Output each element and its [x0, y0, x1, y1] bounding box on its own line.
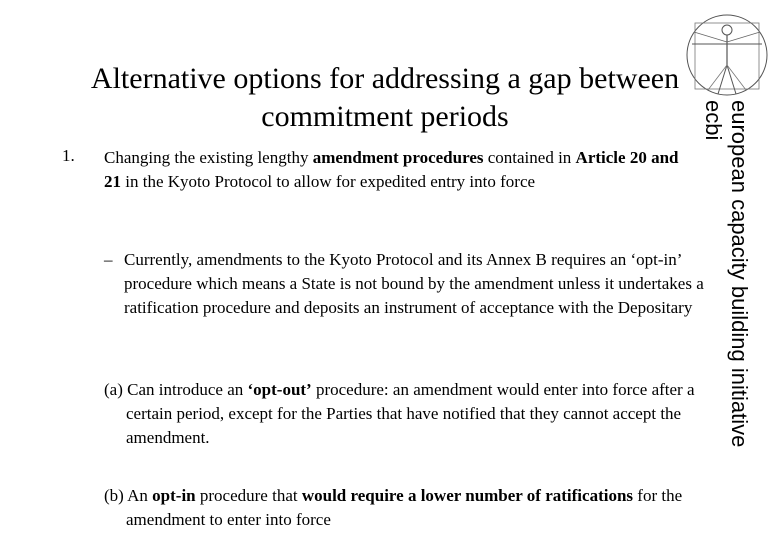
option-b-part-b: procedure that	[195, 486, 302, 505]
option-a	[104, 378, 704, 450]
point-number: 1.	[62, 146, 75, 165]
option-b-part-a: (b) An	[104, 486, 153, 505]
option-b-bold-b: would require a lower number of ratifications	[301, 486, 634, 505]
option-a-part-a: (a) Can introduce an	[104, 380, 248, 399]
option-b-part-c: for the amendment to enter into force	[126, 486, 683, 529]
point-1-part-b: contained in	[483, 148, 576, 167]
sidebar-line-2: european capacity building initiative	[727, 100, 752, 448]
option-b-para	[104, 484, 704, 532]
slide-title: Alternative options for addressing a gap between commitment periods	[90, 62, 680, 133]
sub-point-dash: –	[104, 250, 113, 269]
point-1-text	[104, 146, 694, 194]
sidebar	[694, 100, 754, 520]
sub-point-text: Currently, amendments to the Kyoto Protocol and its Annex B requires an ‘opt-in’ procedure which means a State is not bound by the amendment unless it undertakes a ratification procedure and deposits an instrument of acceptance with the Depositary	[124, 250, 704, 317]
point-1-bold-b: Article 20 and 21	[104, 148, 679, 191]
option-b-bold-a: opt-in	[152, 486, 196, 505]
sidebar-line-1: ecbi	[701, 100, 726, 141]
point-1-part-c: in the Kyoto Protocol to allow for expedited entry into force	[121, 172, 536, 191]
option-a-para	[104, 378, 704, 450]
option-a-part-b: procedure: an amendment would enter into force after a certain period, except for the Parties that have notified that they cannot accept the amendment.	[126, 380, 695, 447]
vitruvian-man-icon	[682, 10, 772, 100]
sidebar-text	[694, 100, 754, 520]
option-a-bold: ‘opt-out’	[247, 380, 312, 399]
sub-point	[104, 248, 704, 320]
point-1-bold-a: amendment procedures	[312, 148, 484, 167]
option-b	[104, 484, 704, 532]
point-1-part-a: Changing the existing lengthy	[104, 148, 313, 167]
